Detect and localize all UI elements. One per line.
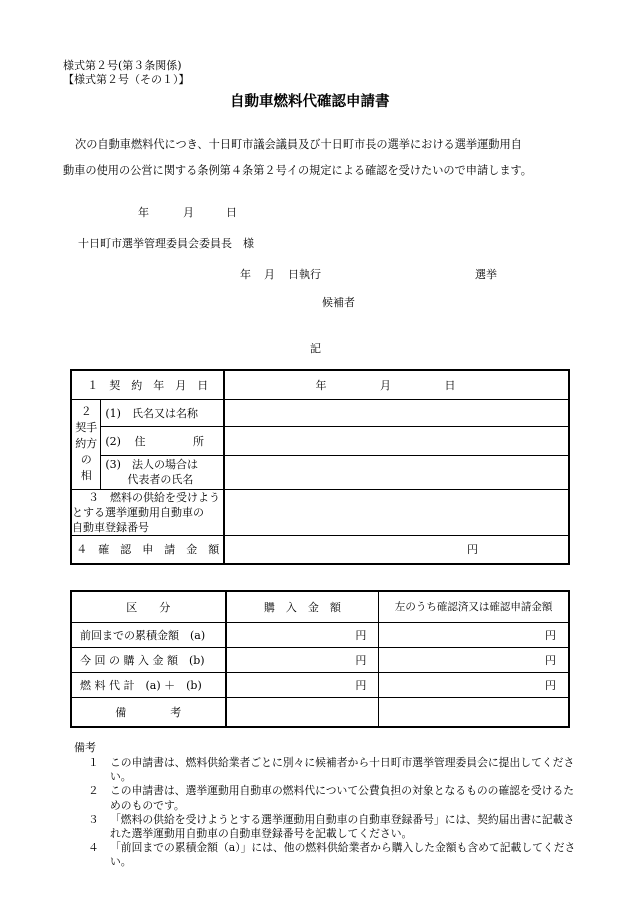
reg-line-2: とする選挙運動用自動車の [72,505,204,519]
row-total-confirmed[interactable] [379,672,569,697]
election-name-label: 選挙 [475,268,497,281]
unit: 円 [355,653,367,667]
party-address-field[interactable] [224,426,569,455]
intro-line-2: 動車の使用の公営に関する条例第４条第２号イの規定による確認を受けたいので申請します。 [63,164,532,177]
contract-day: 日 [444,378,456,392]
party-name-field[interactable] [224,399,569,426]
row-current-confirmed[interactable] [379,647,569,672]
note-num: １ [88,756,99,769]
unit: 円 [545,678,556,692]
row-cumulative-purchase[interactable] [226,622,379,647]
party-num: ２ [80,405,92,418]
row-cumulative-confirmed[interactable] [379,622,569,647]
unit: 円 [545,628,556,642]
request-amount-field[interactable] [224,535,569,564]
rep-line-2: 代表者の氏名 [127,473,194,486]
purchase-table [70,590,570,728]
date-month: 月 [183,206,194,219]
contract-date-field[interactable] [224,370,569,399]
note-num: ４ [88,841,99,855]
note-text: この申請書は、選挙運動用自動車の燃料代について公費負担の対象となるものの確認を受けるためのものです。 [110,784,575,812]
reg-line-3: 自動車登録番号 [72,520,149,534]
request-amount-unit: 円 [467,543,478,557]
remarks-field-1[interactable] [226,697,379,727]
contract-table [70,369,570,565]
rep-line-1: (3) 法人の場合は [105,458,198,471]
date-day: 日 [226,206,237,219]
address-num: (2) [105,434,121,448]
contract-date-label: １ 契 約 年 月 日 [71,370,224,399]
vehicle-reg-label [71,489,224,535]
vehicle-reg-field[interactable] [224,489,569,535]
reg-line-1: ３ 燃料の供給を受けよう [88,490,220,504]
party-name-label: (1) 氏名又は名称 [101,399,225,426]
remarks-label: 備 考 [71,697,226,727]
notes-list [88,756,580,870]
party-line-3: の [80,453,92,466]
addressee: 十日町市選挙管理委員会委員長 様 [78,237,254,250]
party-rep-label [101,455,225,489]
document-title: 自動車燃料代確認申請書 [230,93,390,110]
election-day-exec: 日執行 [288,268,321,281]
note-item [88,813,580,841]
party-label [71,399,101,489]
header-purchase: 購 入 金 額 [226,591,379,622]
address-char-2: 所 [192,434,204,448]
form-number: 様式第２号(第３条関係) [63,59,182,72]
note-item [88,784,580,812]
row-total-purchase[interactable] [226,672,379,697]
row-current-label: 今 回 の 購 入 金 額 (b) [71,647,226,672]
remarks-field-2[interactable] [379,697,569,727]
note-text: 「燃料の供給を受けようとする選挙運動用自動車の自動車登録番号」には、契約届出書に記載された選挙運動用自動車の自動車登録番号を記載してください。 [110,812,575,841]
row-total-label: 燃 料 代 計 (a) ＋ (b) [71,672,226,697]
contract-month: 月 [379,378,391,392]
unit: 円 [355,628,367,642]
row-current-purchase[interactable] [226,647,379,672]
contract-year: 年 [315,378,327,392]
date-year: 年 [138,206,149,219]
party-line-1: 契手 [75,421,98,434]
party-line-2: 約方 [75,437,98,450]
header-category: 区 分 [71,591,226,622]
note-text: この申請書は、燃料供給業者ごとに別々に候補者から十日町市選挙管理委員会に提出してください。 [110,756,575,784]
party-rep-field[interactable] [224,455,569,489]
ki-label: 記 [310,342,321,355]
candidate-label: 候補者 [322,296,355,309]
row-cumulative-label: 前回までの累積金額 (a) [71,622,226,647]
note-num: ２ [88,784,99,798]
unit: 円 [545,653,556,667]
note-item [88,756,580,784]
unit: 円 [355,678,367,692]
election-month: 月 [264,268,275,281]
notes-heading: 備考 [74,741,96,754]
note-item [88,841,580,869]
intro-line-1: 次の自動車燃料代につき、十日町市議会議員及び十日町市長の選挙における選挙運動用自 [75,138,522,151]
address-char-1: 住 [134,434,146,448]
request-amount-label: ４ 確 認 申 請 金 額 [71,535,224,564]
party-line-4: 相 [80,469,92,482]
election-year: 年 [240,268,251,281]
note-num: ３ [88,812,99,826]
note-text: 「前回までの累積金額（a）」には、他の燃料供給業者から購入した金額も含めて記載してください。 [110,841,576,869]
header-confirmed: 左のうち確認済又は確認申請金額 [379,591,569,622]
form-subnumber: 【様式第２号（その１）】 [63,73,190,86]
party-address-label [101,426,225,455]
